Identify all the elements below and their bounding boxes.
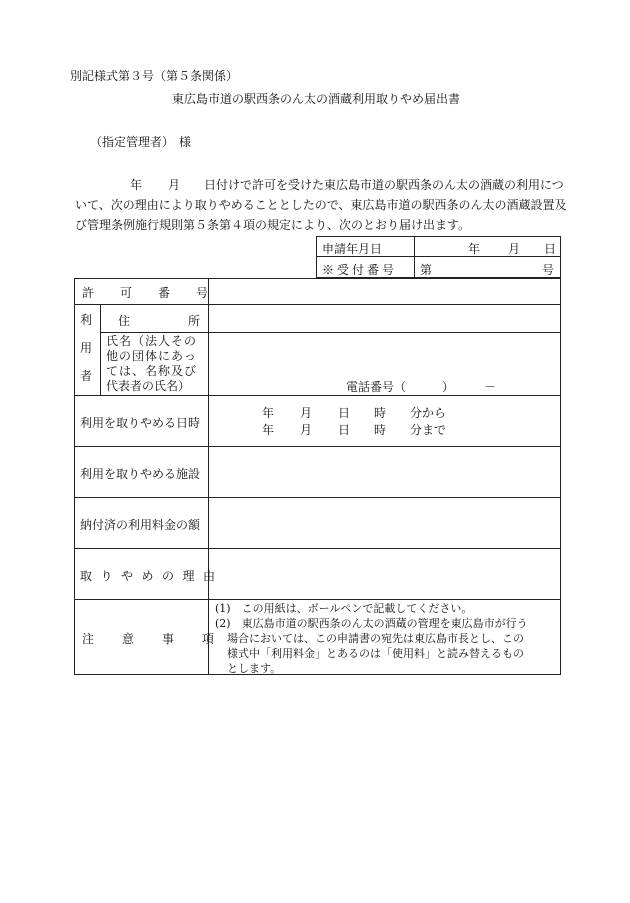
apply-date-day: 日 bbox=[544, 242, 557, 256]
notes-list bbox=[215, 601, 528, 676]
addressee-label: （指定管理者） bbox=[90, 135, 175, 149]
note-2-cont-b: 様式中「利用料金」とあるのは「使用料」と読み替えるもの bbox=[227, 647, 524, 660]
addressee-honorific: 様 bbox=[179, 135, 192, 149]
paid-fee-field[interactable] bbox=[212, 501, 557, 544]
cancel-facility-label: 利用を取りやめる施設 bbox=[80, 467, 201, 481]
form-reference: 別記様式第３号（第５条関係） bbox=[70, 69, 239, 83]
user-label: 利用者 bbox=[80, 313, 93, 383]
cancel-from-line[interactable]: 年 月 日 時 分から bbox=[262, 406, 447, 420]
paid-fee-label: 納付済の利用料金の額 bbox=[80, 518, 201, 532]
document-title: 東広島市道の駅西条のん太の酒蔵利用取りやめ届出書 bbox=[172, 92, 461, 106]
intro-month: 月 bbox=[168, 178, 181, 192]
receipt-suffix: 号 bbox=[542, 263, 555, 277]
intro-line3: び管理条例施行規則第５条第４項の規定により、次のとおり届け出ます。 bbox=[75, 218, 471, 232]
cancel-facility-field[interactable] bbox=[212, 450, 557, 493]
apply-date-month: 月 bbox=[508, 242, 521, 256]
address-label: 住所 bbox=[118, 314, 259, 328]
note-2-cont-a: 場合においては、この申請書の宛先は東広島市長とし、この bbox=[227, 632, 524, 645]
name-label: 氏名（法人その 他の団体にあっ ては、名称及び 代表者の氏名） bbox=[106, 334, 198, 393]
intro-year: 年 bbox=[130, 178, 143, 192]
intro-line2: いて、次の理由により取りやめることとしたので、東広島市道の駅西条のん太の酒蔵設置及 bbox=[75, 198, 567, 212]
reason-label: 取りやめの理由 bbox=[80, 569, 224, 583]
reason-field[interactable] bbox=[212, 552, 557, 595]
notes-label: 注意事項 bbox=[82, 632, 243, 646]
address-field[interactable] bbox=[212, 308, 557, 328]
note-2-cont-c: とします。 bbox=[227, 662, 282, 675]
note-1: (1) この用紙は、ボールペンで記載してください。 bbox=[215, 602, 473, 615]
cancel-datetime-label: 利用を取りやめる日時 bbox=[80, 416, 201, 430]
permit-number-label: 許可番号 bbox=[82, 286, 235, 300]
receipt-number-label: ※受付番号 bbox=[322, 263, 398, 277]
cancel-until-line[interactable]: 年 月 日 時 分まで bbox=[262, 423, 447, 437]
permit-number-field[interactable] bbox=[212, 282, 557, 300]
note-2: (2) 東広島市道の駅西条のん太の酒蔵の管理を東広島市が行う bbox=[215, 617, 528, 630]
apply-date-year: 年 bbox=[468, 242, 481, 256]
apply-date-label: 申請年月日 bbox=[322, 242, 383, 256]
name-field[interactable] bbox=[212, 336, 557, 376]
receipt-prefix: 第 bbox=[420, 263, 433, 277]
phone-label: 電話番号（ ） － bbox=[346, 380, 497, 394]
intro-line1: 日付けで許可を受けた東広島市道の駅西条のん太の酒蔵の利用につ bbox=[204, 178, 564, 192]
